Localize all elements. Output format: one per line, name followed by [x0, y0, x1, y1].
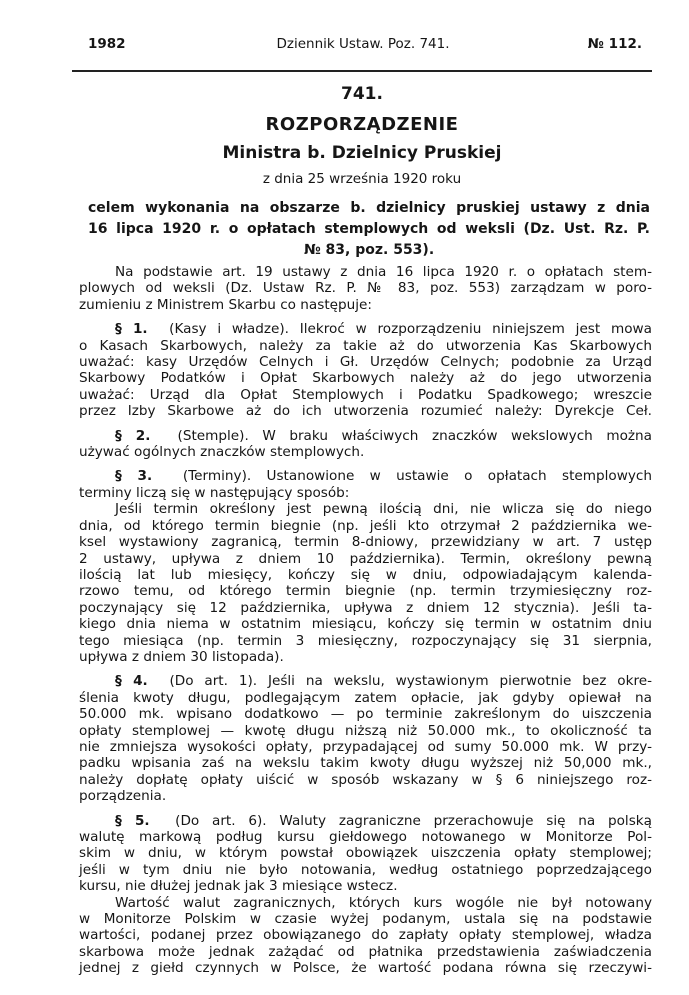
text-line: upływa z dniem 30 listopada).	[79, 648, 284, 665]
journal-title: Dziennik Ustaw. Poz. 741.	[276, 36, 450, 52]
text-line-content: (Terminy). Ustanowione w ustawie o opłatach stemplowych	[182, 468, 652, 485]
section-3-continuation	[79, 501, 652, 665]
doc-type-heading: ROZPORZĄDZENIE	[265, 114, 459, 135]
text-line-content: (Do art. 1). Jeśli na wekslu, wystawionym pierwotnie bez okre-	[169, 673, 652, 690]
text-line: terminy liczą się w następujący sposób:	[79, 484, 350, 501]
text-line: ilością lat lub miesięcy, kończy się w dniu, odpowiadającym kalenda-	[79, 566, 652, 583]
text-line: plowych od weksli (Dz. Ustaw Rz. P. № 83, poz. 553) zarządzam w poro-	[79, 280, 652, 297]
text-line: rzowo temu, od którego termin biegnie (np. termin trzymiesięczny roz-	[79, 583, 652, 600]
text-line: skarbowa może jednak zażądać od płatnika przedstawienia zaświadczenia	[79, 943, 652, 960]
text-line: dnia, od którego termin biegnie (np. jeśli kto otrzymał 2 października we-	[79, 517, 652, 534]
issue-number: № 112.	[587, 36, 642, 52]
preamble-paragraph	[79, 264, 652, 313]
section-number: § 3.	[115, 468, 153, 485]
section-4-paragraph	[79, 673, 652, 804]
text-line: o Kasach Skarbowych, należy za takie aż do utworzenia Kas Skarbowych	[79, 337, 652, 354]
header-rule	[72, 70, 652, 72]
section-number: § 5.	[115, 812, 150, 829]
section-number: § 1.	[115, 321, 148, 338]
page-number: 1982	[88, 36, 126, 52]
running-header	[76, 36, 650, 58]
text-line	[79, 468, 652, 484]
text-line: należy dopłatę opłaty uiścić w sposób wskazany w § 6 niniejszego roz-	[79, 771, 652, 788]
text-line: 50.000 mk. wpisano dodatkowo — po terminie zakreślonym do uiszczenia	[79, 706, 652, 723]
text-line	[79, 428, 652, 444]
text-line	[79, 673, 652, 689]
act-position: 741.	[341, 84, 383, 104]
text-line: nie zmniejsza wysokości opłaty, przypadającej od sumy 50.000 mk. W przy-	[79, 738, 652, 755]
text-line: Skarbowy Podatków i Opłat Skarbowych należy aż do jego utworzenia	[79, 370, 652, 387]
act-date: z dnia 25 września 1920 roku	[262, 171, 462, 187]
text-line: skim w dniu, w którym powstał obowiązek uiszczenia opłaty stemplowej;	[79, 845, 652, 862]
text-line: kursu, nie dłużej jednak jak 3 miesiące wstecz.	[79, 878, 398, 895]
subject-line: 16 lipca 1920 r. o opłatach stemplowych od weksli (Dz. Ust. Rz. P.	[88, 221, 650, 237]
text-line: walutę markową podług kursu giełdowego notowanego w Monitorze Pol-	[79, 829, 652, 845]
text-line: tego miesiąca (np. termin 3 miesięczny, rozpoczynający się 31 sierpnia,	[79, 632, 652, 649]
text-line: przez Izby Skarbowe aż do ich utworzenia rozumieć należy: Dyrekcje Ceł.	[79, 403, 652, 420]
section-1-paragraph	[79, 321, 652, 419]
text-line	[79, 321, 652, 337]
subject-line: celem wykonania na obszarze b. dzielnicy pruskiej ustawy z dnia	[88, 200, 650, 216]
text-line: ksel wystawiony zagranicą, termin 8-dniowy, przewidziany w art. 7 ustęp	[79, 534, 652, 551]
text-line-content: (Stemple). W braku właściwych znaczków wekslowych można	[177, 427, 652, 444]
text-line	[79, 813, 652, 829]
text-line: uważać: Urząd dla Opłat Stemplowych i Podatku Spadkowego; wreszcie	[79, 386, 652, 403]
text-line-content: (Do art. 6). Waluty zagraniczne przerachowuje się na polską	[175, 812, 652, 829]
text-line: jednej z giełd czynnych w Polsce, że wartość podana równa się rzeczywi-	[79, 960, 652, 977]
text-line: uważać: kasy Urzędów Celnych i Gł. Urzędów Celnych; podobnie za Urząd	[79, 354, 652, 371]
issuer-heading: Ministra b. Dzielnicy Pruskiej	[222, 143, 502, 163]
text-line: opłaty stemplowej — kwotę długu niższą niż 50.000 mk., to okoliczność ta	[79, 722, 652, 739]
document-body	[79, 264, 652, 977]
text-line: porządzenia.	[79, 788, 167, 805]
act-subject	[88, 198, 650, 261]
text-line-content: (Kasy i władze). Ilekroć w rozporządzeniu niniejszem jest mowa	[169, 321, 652, 338]
text-line: Na podstawie art. 19 ustawy z dnia 16 lipca 1920 r. o opłatach stem-	[115, 264, 652, 280]
section-number: § 2.	[115, 427, 151, 444]
text-line: zumieniu z Ministrem Skarbu co następuje:	[79, 296, 372, 313]
subject-line: № 83, poz. 553).	[303, 242, 435, 258]
section-number: § 4.	[115, 673, 148, 690]
section-5-paragraph	[79, 813, 652, 895]
text-line: Wartość walut zagranicznych, których kurs wogóle nie był notowany	[115, 894, 652, 911]
text-line: kiego dnia niema w ostatnim miesiącu, kończy się termin w ostatnim dniu	[79, 616, 652, 633]
text-line: poczynający się 12 października, upływa z dniem 12 stycznia). Jeśli ta-	[79, 599, 652, 616]
text-line: wartości, podanej przez obowiązanego do zapłaty opłaty stemplowej, władza	[79, 927, 652, 944]
text-line: 2 ustawy, upływa z dniem 10 października). Termin, określony pewną	[79, 550, 652, 567]
text-line: Jeśli termin określony jest pewną ilością dni, nie wlicza się do niego	[115, 501, 652, 518]
text-line: ślenia kwoty długu, podlegającym zatem opłacie, jak gdyby opiewał na	[79, 689, 652, 706]
section-2-paragraph	[79, 428, 652, 461]
text-line: jeśli w tym dniu nie było notowania, według ostatniego poprzedzającego	[79, 861, 652, 878]
text-line: padku wpisania zaś na wekslu takim kwoty długu wyższej niż 50,000 mk.,	[79, 755, 652, 772]
section-5-continuation	[79, 895, 652, 977]
text-line: w Monitorze Polskim w czasie wyżej podanym, ustala się na podstawie	[79, 911, 652, 928]
text-line: używać ogólnych znaczków stemplowych.	[79, 444, 365, 461]
section-3-paragraph	[79, 468, 652, 501]
